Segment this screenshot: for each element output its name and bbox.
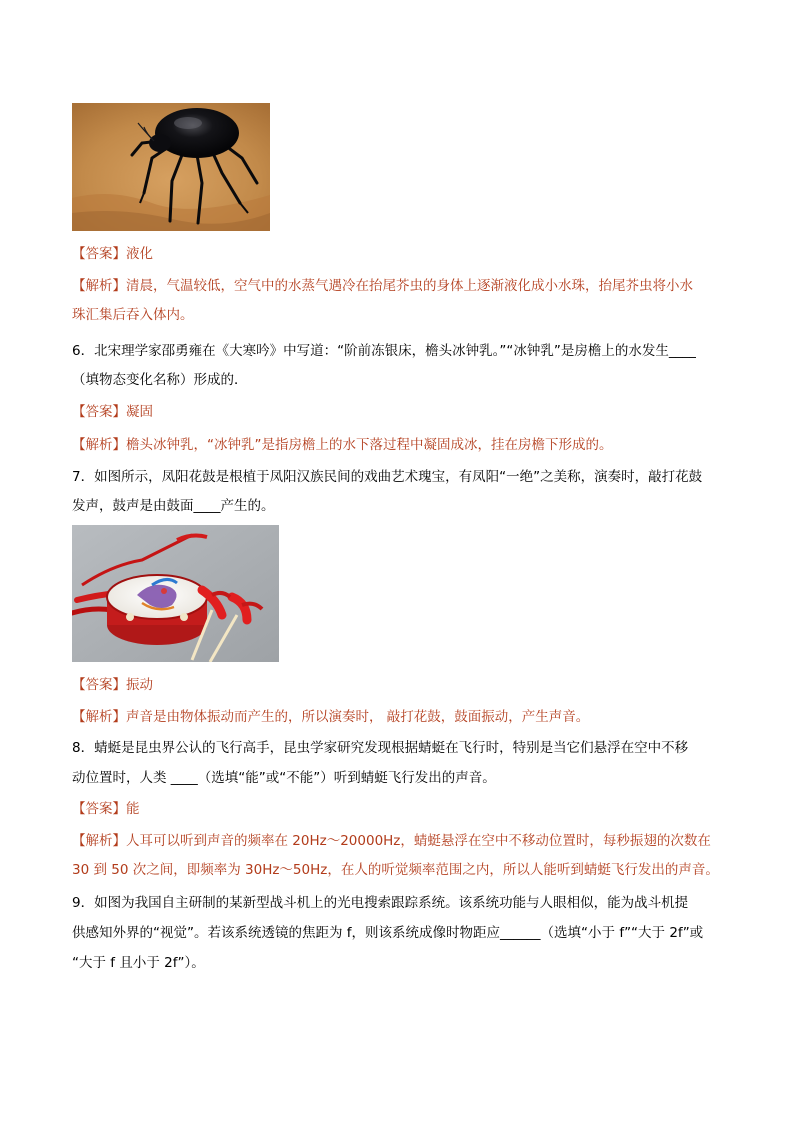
q8-answer bbox=[72, 797, 140, 817]
analysis-tag: 【解析】 bbox=[72, 833, 126, 849]
q8-stem-l2: 动位置时，人类 ____（选填“能”或“不能”）听到蜻蜓飞行发出的声音。 bbox=[72, 770, 496, 786]
answer-text: 液化 bbox=[126, 246, 153, 262]
q8-analysis-l1 bbox=[72, 829, 711, 849]
q7-stem-l1: 7．如图所示，凤阳花鼓是根植于凤阳汉族民间的戏曲艺术瑰宝，有凤阳“一绝”之美称，演奏时，敲打花鼓 bbox=[72, 469, 703, 485]
beetle-photo bbox=[72, 103, 270, 231]
answer-text: 振动 bbox=[126, 677, 153, 693]
q9-stem-l1: 9．如图为我国自主研制的某新型战斗机上的光电搜索跟踪系统。该系统功能与人眼相似，能为战斗机提 bbox=[72, 895, 689, 911]
q5-analysis-l1 bbox=[72, 274, 693, 294]
answer-tag: 【答案】 bbox=[72, 801, 126, 817]
q7-stem-l2: 发声，鼓声是由鼓面____产生的。 bbox=[72, 498, 275, 514]
q8-analysis-l2: 30 到 50 次之间，即频率为 30Hz～50Hz，在人的听觉频率范围之内，所以人能听到蜻蜓飞行发出的声音。 bbox=[72, 862, 719, 878]
q8-stem-l1: 8．蜻蜓是昆虫界公认的飞行高手，昆虫学家研究发现根据蜻蜓在飞行时，特别是当它们悬浮在空中不移 bbox=[72, 740, 689, 756]
analysis-text: 清晨，气温较低，空气中的水蒸气遇冷在抬尾芥虫的身体上逐渐液化成小水珠，抬尾芥虫将小水 bbox=[126, 278, 693, 294]
analysis-tag: 【解析】 bbox=[72, 437, 126, 453]
q7-analysis bbox=[72, 705, 589, 725]
q6-answer bbox=[72, 400, 153, 420]
answer-text: 能 bbox=[126, 801, 140, 817]
q9-stem-l2: 供感知外界的“视觉”。若该系统透镜的焦距为 f，则该系统成像时物距应______（选填“小于 f”“大于 2f”或 bbox=[72, 925, 704, 941]
analysis-text: 人耳可以听到声音的频率在 20Hz～20000Hz，蜻蜓悬浮在空中不移动位置时，每秒振翅的次数在 bbox=[126, 833, 711, 849]
answer-text: 凝固 bbox=[126, 404, 153, 420]
analysis-text: 檐头冰钟乳，“冰钟乳”是指房檐上的水下落过程中凝固成冰，挂在房檐下形成的。 bbox=[126, 437, 613, 453]
q6-stem-l2: （填物态变化名称）形成的． bbox=[72, 372, 248, 388]
analysis-tag: 【解析】 bbox=[72, 709, 126, 725]
answer-tag: 【答案】 bbox=[72, 246, 126, 262]
answer-tag: 【答案】 bbox=[72, 677, 126, 693]
q6-stem-l1: 6．北宋理学家邵勇雍在《大寒吟》中写道：“阶前冻银床，檐头冰钟乳。”“冰钟乳”是房檐上的水发生____ bbox=[72, 343, 696, 359]
q7-answer bbox=[72, 673, 153, 693]
q5-answer bbox=[72, 242, 153, 262]
q9-stem-l3: “大于 f 且小于 2f”）。 bbox=[72, 955, 205, 971]
q6-analysis bbox=[72, 433, 613, 453]
q5-analysis-l2: 珠汇集后吞入体内。 bbox=[72, 307, 194, 323]
analysis-text: 声音是由物体振动而产生的，所以演奏时， 敲打花鼓，鼓面振动，产生声音。 bbox=[126, 709, 590, 725]
analysis-tag: 【解析】 bbox=[72, 278, 126, 294]
drum-photo bbox=[72, 525, 279, 662]
answer-tag: 【答案】 bbox=[72, 404, 126, 420]
